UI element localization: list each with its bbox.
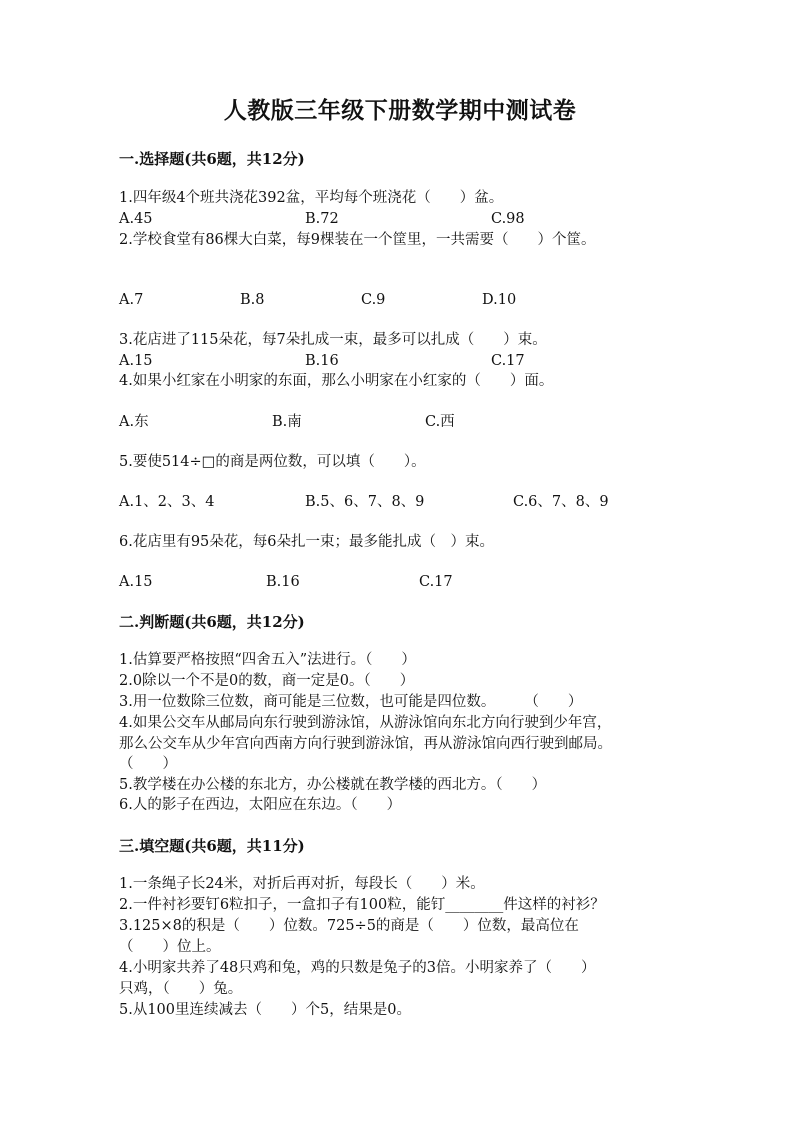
option-a: A.45 bbox=[119, 211, 153, 227]
option-b: B.南 bbox=[272, 414, 302, 430]
judge-line: 3.用一位数除三位数，商可能是三位数，也可能是四位数。 （ ） bbox=[119, 694, 583, 710]
judge-line: 1.估算要严格按照“四舍五入”法进行。（ ） bbox=[119, 652, 416, 668]
section-heading-choice: 一.选择题(共6题，共12分) bbox=[119, 150, 305, 168]
fill-line: 3.125×8的积是（ ）位数。725÷5的商是（ ）位数，最高位在 bbox=[119, 918, 579, 934]
question-text: 5.要使514÷□的商是两位数，可以填（ ）。 bbox=[119, 454, 426, 470]
judge-line: 4.如果公交车从邮局向东行驶到游泳馆，从游泳馆向东北方向行驶到少年宫， bbox=[119, 715, 612, 731]
option-b: B.8 bbox=[240, 292, 265, 308]
option-a: A.1、2、3、4 bbox=[119, 494, 215, 510]
option-c: C.9 bbox=[361, 292, 386, 308]
question-text: 6.花店里有95朵花，每6朵扎一束；最多能扎成（ ）束。 bbox=[119, 534, 495, 550]
judge-line: （ ） bbox=[119, 756, 177, 772]
option-c: C.98 bbox=[491, 211, 525, 227]
question-text: 2.学校食堂有86棵大白菜，每9棵装在一个筐里，一共需要（ ）个筐。 bbox=[119, 232, 596, 248]
judge-line: 6.人的影子在西边，太阳应在东边。（ ） bbox=[119, 797, 402, 813]
section-heading-judge: 二.判断题(共6题，共12分) bbox=[119, 613, 305, 631]
judge-line: 2.0除以一个不是0的数，商一定是0。（ ） bbox=[119, 673, 415, 689]
option-a: A.15 bbox=[119, 574, 153, 590]
option-c: C.17 bbox=[419, 574, 453, 590]
option-c: C.西 bbox=[425, 414, 455, 430]
option-b: B.16 bbox=[266, 574, 300, 590]
option-a: A.东 bbox=[119, 414, 149, 430]
fill-line: 1.一条绳子长24米，对折后再对折，每段长（ ）米。 bbox=[119, 876, 485, 892]
option-d: D.10 bbox=[482, 292, 517, 308]
fill-line: 5.从100里连续减去（ ）个5，结果是0。 bbox=[119, 1002, 411, 1018]
option-a: A.15 bbox=[119, 353, 153, 369]
section-heading-fill: 三.填空题(共6题，共11分) bbox=[119, 837, 305, 855]
option-c: C.17 bbox=[491, 353, 525, 369]
judge-line: 那么公交车从少年宫向西南方向行驶到游泳馆，再从游泳馆向西行驶到邮局。 bbox=[119, 736, 612, 752]
question-text: 1.四年级4个班共浇花392盆，平均每个班浇花（ ）盆。 bbox=[119, 190, 504, 206]
option-b: B.16 bbox=[305, 353, 339, 369]
fill-line: （ ）位上。 bbox=[119, 939, 221, 955]
question-text: 4.如果小红家在小明家的东面，那么小明家在小红家的（ ）面。 bbox=[119, 373, 554, 389]
option-b: B.72 bbox=[305, 211, 339, 227]
question-text: 3.花店进了115朵花，每7朵扎成一束，最多可以扎成（ ）束。 bbox=[119, 332, 547, 348]
judge-line: 5.教学楼在办公楼的东北方，办公楼就在教学楼的西北方。（ ） bbox=[119, 777, 547, 793]
fill-line: 只鸡，（ ）兔。 bbox=[119, 981, 243, 997]
option-c: C.6、7、8、9 bbox=[513, 494, 609, 510]
option-a: A.7 bbox=[119, 292, 144, 308]
fill-line: 4.小明家共养了48只鸡和兔，鸡的只数是兔子的3倍。小明家养了（ ） bbox=[119, 960, 596, 976]
page-title: 人教版三年级下册数学期中测试卷 bbox=[223, 97, 577, 124]
option-b: B.5、6、7、8、9 bbox=[305, 494, 425, 510]
fill-line: 2.一件衬衫要钉6粒扣子，一盒扣子有100粒，能钉________件这样的衬衫？ bbox=[119, 897, 605, 913]
